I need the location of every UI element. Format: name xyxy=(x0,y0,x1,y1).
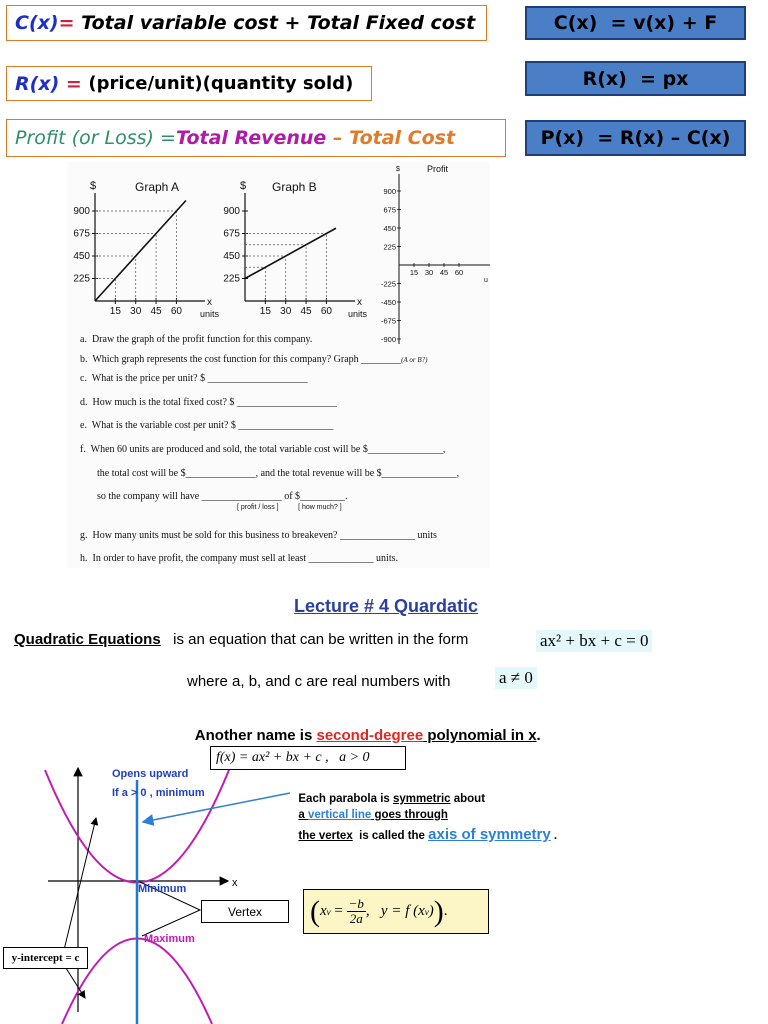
graph-b-dollar: $ xyxy=(240,180,247,192)
graph-b-x-tick-label: 15 xyxy=(259,306,271,317)
profit-definition-box xyxy=(6,119,506,157)
y-intercept-label: y-intercept = c xyxy=(11,952,80,964)
symmetry-text-line1: Each parabola is symmetric about xyxy=(298,793,486,805)
graph-b-x-tick-label: 60 xyxy=(320,306,332,317)
graph-b-x-tick-label: 45 xyxy=(300,306,312,317)
maximum-label: Maximum xyxy=(144,933,195,945)
profit-graph-x-label: u xyxy=(484,277,488,284)
symmetry-text-line2: a vertical line goes through xyxy=(298,809,448,821)
graph-a-x-label: x xyxy=(207,297,212,308)
profit-graph-y-tick-label: 675 xyxy=(383,205,396,215)
question-f-hints: [ profit / loss ] [ how much? ] xyxy=(237,504,342,511)
question-c: c. What is the price per unit? $ ____________________ xyxy=(80,373,308,384)
x-axis-label: x xyxy=(232,877,238,889)
profit-total-cost: Total Cost xyxy=(349,127,456,149)
a-not-zero: a ≠ 0 xyxy=(495,667,537,689)
profit-graph-y-tick-label: -675 xyxy=(380,316,396,326)
revenue-equals-sign: = xyxy=(59,72,89,95)
revenue-function-label: R(x) xyxy=(15,72,60,95)
graph-b-data-line xyxy=(245,228,336,278)
graph-a-dollar: $ xyxy=(90,180,97,192)
graph-a-y-tick-label: 900 xyxy=(73,206,90,217)
y-intercept-arrow-down xyxy=(64,965,85,998)
graph-b-y-tick-label: 225 xyxy=(223,273,240,285)
graph-b xyxy=(218,175,374,323)
graph-a-x-tick-label: 30 xyxy=(130,306,142,317)
profit-graph-dollar: $ xyxy=(396,166,400,173)
profit-graph-y-tick-label: 450 xyxy=(383,224,396,233)
graph-b-title: Graph B xyxy=(272,180,317,194)
question-b: b. Which graph represents the cost function for this company? Graph ________(A or B?) xyxy=(80,354,428,365)
cost-function-label: C(x) xyxy=(15,12,59,34)
parabola-diagram xyxy=(0,760,310,1024)
y-intercept-box xyxy=(3,947,88,969)
profit-graph-x-tick-label: 30 xyxy=(424,268,434,277)
question-h: h. In order to have profit, the company must sell at least _____________ units. xyxy=(80,553,398,564)
profit-graph-y-tick-label: 225 xyxy=(383,242,396,252)
cost-equals-sign: = xyxy=(58,12,75,34)
profit-graph-x-tick-label: 15 xyxy=(409,268,419,277)
second-degree-term: second-degree xyxy=(316,727,424,744)
vertex-formula-numerator: −b xyxy=(348,896,364,911)
cost-formula-box xyxy=(525,6,746,40)
function-definition-text: f(x) = ax² + bx + c , a > 0 xyxy=(216,750,370,765)
question-e: e. What is the variable cost per unit? $ ___________________ xyxy=(80,420,334,431)
question-a: a. Draw the graph of the profit function for this company. xyxy=(80,334,313,345)
the-vertex-term: the vertex xyxy=(298,830,353,842)
vertical-line-term: vertical line xyxy=(307,809,372,821)
vertex-label-box xyxy=(201,900,289,923)
profit-minus-sign: – xyxy=(326,127,350,149)
quadratic-equations-term: Quadratic Equations xyxy=(14,631,161,648)
graph-a-y-tick-label: 225 xyxy=(73,273,90,285)
question-f: f. When 60 units are produced and sold, the total variable cost will be $_______________, xyxy=(80,444,446,455)
graph-b-x-label: x xyxy=(357,297,362,308)
symmetry-text-line3: the vertex is called the axis of symmetry . xyxy=(298,826,558,843)
revenue-definition-text: (price/unit)(quantity sold) xyxy=(88,73,354,94)
cost-formula-text: C(x) = v(x) + F xyxy=(553,12,718,34)
minimum-label: Minimum xyxy=(138,883,187,895)
graph-a-x-tick-label: 60 xyxy=(170,306,182,317)
profit-graph-x-tick-label: 60 xyxy=(454,268,464,277)
vertex-formula-denominator: 2a xyxy=(349,911,363,926)
quadratic-definition-text: is an equation that can be written in the form xyxy=(173,631,469,648)
profit-label: Profit (or Loss) = xyxy=(15,127,176,149)
lecture-title: Lecture # 4 Quardatic xyxy=(294,596,479,616)
question-g: g. How many units must be sold for this business to breakeven? _______________ units xyxy=(80,530,437,541)
profit-graph-x-tick-label: 45 xyxy=(439,268,449,277)
cost-definition-box xyxy=(6,5,487,41)
profit-graph-y-tick-label: -450 xyxy=(380,298,396,307)
graph-b-y-tick-label: 900 xyxy=(223,206,240,217)
question-d: d. How much is the total fixed cost? $ ____________________ xyxy=(80,397,337,408)
vertex-formula-box: ( x v = $\frac{-b}{2a}$ , y = f (x v ) ) . xyxy=(303,889,489,934)
profit-graph-y-tick-label: -900 xyxy=(380,335,396,344)
graph-a-y-tick-label: 675 xyxy=(73,228,90,240)
graph-a-title: Graph A xyxy=(135,180,180,194)
graph-a-x-tick-label: 15 xyxy=(109,306,121,317)
profit-formula-box xyxy=(525,120,746,156)
symmetric-word: symmetric xyxy=(393,793,451,805)
profit-graph-title: Profit xyxy=(427,164,449,174)
graph-b-x-unit: units xyxy=(348,309,368,319)
opens-upward-label: Opens upward xyxy=(112,768,189,780)
vertex-label: Vertex xyxy=(227,904,263,919)
graph-b-y-tick-label: 450 xyxy=(223,251,240,262)
graph-a xyxy=(70,175,220,323)
if-a-positive-label: If a > 0 , minimum xyxy=(112,787,205,799)
graph-b-x-tick-label: 30 xyxy=(280,306,292,317)
revenue-formula-box xyxy=(525,61,746,96)
quadratic-definition-row xyxy=(14,631,468,649)
profit-graph-y-tick-label: 900 xyxy=(383,187,396,196)
cost-definition-text: Total variable cost + Total Fixed cost xyxy=(74,12,476,34)
axis-of-symmetry-term: axis of symmetry xyxy=(428,826,551,843)
quadratic-standard-form: ax² + bx + c = 0 xyxy=(536,630,652,652)
profit-formula-text: P(x) = R(x) – C(x) xyxy=(540,127,731,149)
graph-a-y-tick-label: 450 xyxy=(73,251,90,262)
question-f-line2: the total cost will be $______________, and the total revenue will be $_______________, xyxy=(97,468,460,479)
revenue-formula-text: R(x) = px xyxy=(582,67,689,90)
another-name-row: Another name is second-degree polynomial in x. xyxy=(194,727,541,744)
graph-a-x-unit: units xyxy=(200,309,220,319)
polynomial-in-x: polynomial in x xyxy=(423,727,537,744)
revenue-definition-box xyxy=(6,66,372,101)
profit-graph xyxy=(372,162,490,348)
profit-total-revenue: Total Revenue xyxy=(175,127,327,149)
graph-a-x-tick-label: 45 xyxy=(150,306,162,317)
graph-a-data-line xyxy=(95,201,186,302)
question-f-line3: so the company will have ________________ of $_________. xyxy=(97,491,348,502)
profit-graph-y-tick-label: -225 xyxy=(380,279,396,289)
another-name-prefix: Another name is xyxy=(194,727,317,744)
graph-b-y-tick-label: 675 xyxy=(223,228,240,240)
where-text: where a, b, and c are real numbers with xyxy=(187,673,451,690)
